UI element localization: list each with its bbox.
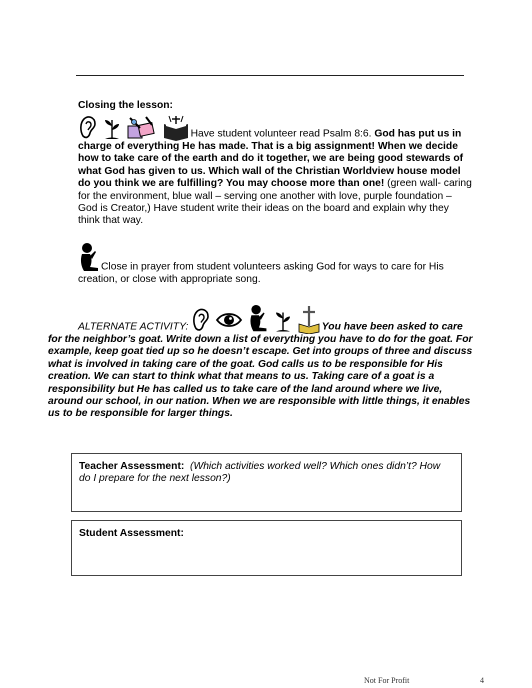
closing-heading: Closing the lesson: (78, 100, 173, 111)
closing-icons (78, 114, 191, 141)
eye-icon (215, 306, 243, 334)
student-assessment-label: Student Assessment: (79, 528, 184, 539)
alternate-paragraph: ALTERNATE ACTIVITY: You have been asked to care for the neighbor’s goat. Write down a list of everything you have to do for the goat. For example, keep goat tied up so he doesn’t escape. Get into groups of three and discuss what is involved in taking care of the goat. God calls us to be responsible for His creation. We can start to think what that means to us. Taking care of a goat is a responsibility but He has called us to take care of the land around where we live, around our school, in our nation. When we are responsible with little things, it enables us to be responsible for larger things. (48, 304, 476, 421)
alternate-label: ALTERNATE ACTIVITY: (78, 321, 189, 333)
footer-note: Not For Profit (364, 676, 410, 685)
teacher-assessment-text (79, 461, 454, 486)
ear-icon (78, 114, 98, 141)
top-divider (76, 75, 464, 76)
praying-child-icon (78, 242, 100, 274)
craft-supplies-icon (126, 114, 158, 141)
teacher-assessment-box[interactable] (71, 453, 462, 512)
plant-icon (102, 114, 122, 141)
ear-icon (191, 306, 211, 334)
praying-child-icon (247, 304, 269, 334)
cross-bible-icon (297, 304, 321, 334)
alternate-icons (191, 304, 322, 334)
prayer-icons (78, 242, 101, 274)
teacher-assessment-label: Teacher Assessment: (79, 461, 185, 472)
bible-icon (162, 114, 190, 141)
page-number: 4 (480, 676, 484, 685)
student-assessment-text (79, 528, 454, 540)
plant-icon (273, 306, 293, 334)
student-assessment-box[interactable] (71, 520, 462, 576)
prayer-paragraph: Close in prayer from student volunteers asking God for ways to care for His creation, or close with appropriate song. (78, 242, 468, 286)
teacher-assessment-prompt: (Which activities worked well? Which ones didn’t? How do I prepare for the next lesson?) (79, 461, 441, 485)
closing-paragraph: Have student volunteer read Psalm 8:6. God has put us in charge of everything He has made. That is a big assignment! When we decide how to take care of the earth and do it together, we are being good stewards of what God has given to us. Which wall of the Christian Worldview house model do you think we are fulfilling? You may choose more than one! (green wall- caring for the environment, blue wall – serving one another with love, purple foundation – God is Creator,) Have student write their ideas on the board and explain why they think that way. (78, 114, 472, 228)
